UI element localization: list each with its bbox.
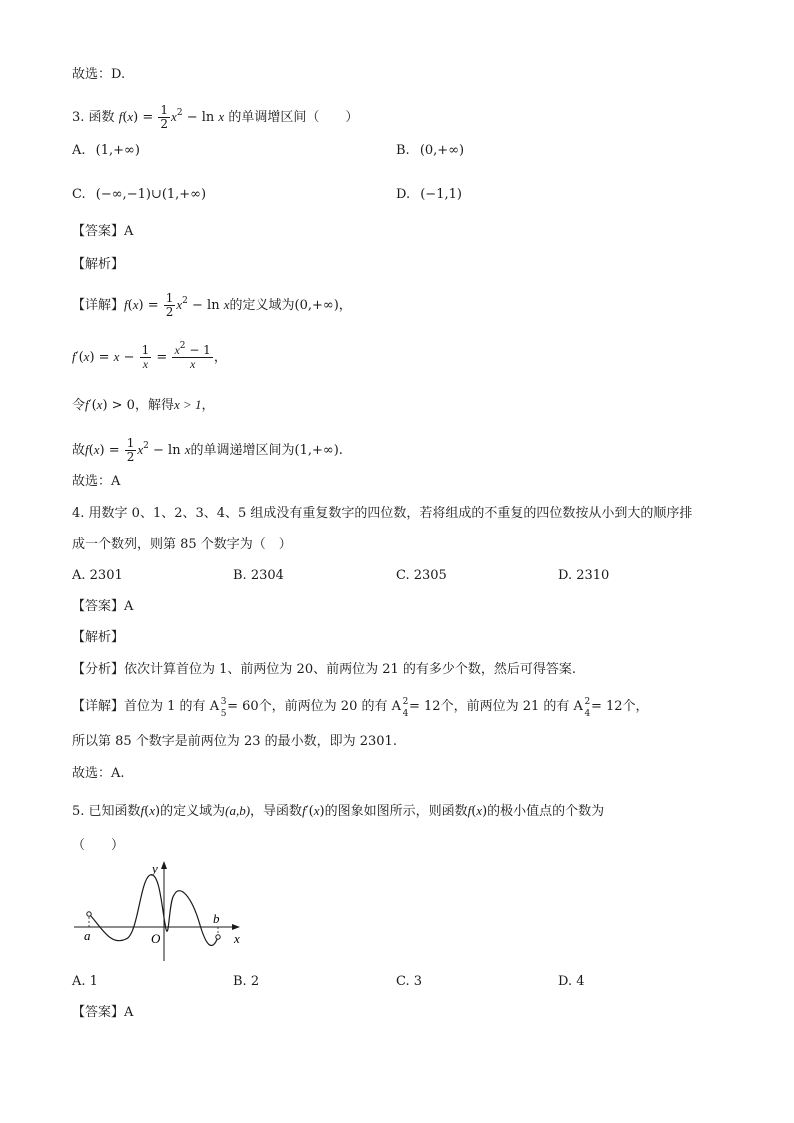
q3-option-b[interactable]: B. (0,+∞) [396,143,465,158]
q3-function: f [118,109,123,124]
q5-option-a[interactable]: A. 1 [72,974,98,989]
q3-conclusion: 故f(x) = $\frac{1}{2}$ $x^2 - \ln x$的单调递增区间为(1,+∞). [72,436,343,464]
q4-stem-line2: 成一个数列，则第 85 个数字为（ ） [72,537,292,552]
q3-detail-domain: 【详解】f(x) = $\frac{1}{2}$ $x^2 - \ln x$的定义域为(0,+∞)， [72,291,352,319]
q4-option-a[interactable]: A. 2301 [72,568,123,583]
q4-fenxi: 【分析】依次计算首位为 1、前两位为 20、前两位为 21 的有多少个数，然后可得答案. [72,662,577,677]
q5-option-c[interactable]: C. 3 [396,974,423,989]
q3-derivative: f′(x) = x − $\frac{1}{x}$ = $\frac{x^2 - 1}{x}$ ， [72,341,227,371]
q5-option-b[interactable]: B. 2 [233,974,260,989]
q4-answer: 【答案】A [72,599,134,614]
label-y: y [152,861,158,876]
endpoint-b-circle [216,935,220,939]
x-axis-arrow [232,924,240,930]
label-x: x [234,931,240,946]
q4-so: 所以第 85 个数字是前两位为 23 的最小数，即为 2301. [72,734,397,749]
q3-choose: 故选：A [72,474,121,489]
y-axis-arrow [161,861,167,869]
permutation-a-4-2: A 2 4 [391,697,409,719]
q5-stem: 5. 已知函数f(x)的定义域为(a,b)，导函数f′(x)的图象如图所示，则函数f(x)的极小值点的个数为 [72,803,605,819]
prev-choose: 故选：D. [72,67,126,82]
endpoint-a-circle [87,912,91,916]
fraction-half: $\frac{1}{2}$ [160,103,169,131]
q3-analysis-tag: 【解析】 [72,257,125,272]
q3-inequality: 令f′(x) > 0，解得x > 1， [72,397,215,413]
q4-option-b[interactable]: B. 2304 [233,568,284,583]
answer-tag: 【答案】 [72,224,125,239]
permutation-a-4-2: A 2 4 [573,697,591,719]
q4-option-c[interactable]: C. 2305 [396,568,447,583]
q4-detail: 【详解】首位为 1 的有 A 3 5 = 60个，前两位为 20 的有 A 2 4 = 12个，前两位为 21 的有 A 2 4 = 12个， [72,697,649,719]
q3-stem: 3. 函数 f(x) = $\frac{1}{2}$ $x^2 - \ln x$ 的单调增区间（ ） [72,103,359,131]
permutation-a-5-3: A 3 5 [209,697,227,719]
q5-answer: 【答案】A [72,1005,134,1020]
q3-option-c[interactable]: C. (−∞,−1)∪(1,+∞) [72,187,207,202]
label-origin: O [151,931,161,946]
q4-choose: 故选：A. [72,766,125,781]
q4-option-d[interactable]: D. 2310 [558,568,610,583]
q4-stem-line1: 4. 用数字 0、1、2、3、4、5 组成没有重复数字的四位数，若将组成的不重复的四位数按从小到大的顺序排 [72,506,693,521]
q3-option-d[interactable]: D. (−1,1) [396,187,462,202]
q4-analysis-tag: 【解析】 [72,630,125,645]
q5-option-d[interactable]: D. 4 [558,974,585,989]
q5-bracket: （ ） [72,838,125,853]
q3-answer: 【答案】A [72,224,134,239]
derivative-graph [70,855,250,965]
label-b: b [213,911,220,926]
q3-option-a[interactable]: A. (1,+∞) [72,143,140,158]
label-a: a [84,928,91,943]
